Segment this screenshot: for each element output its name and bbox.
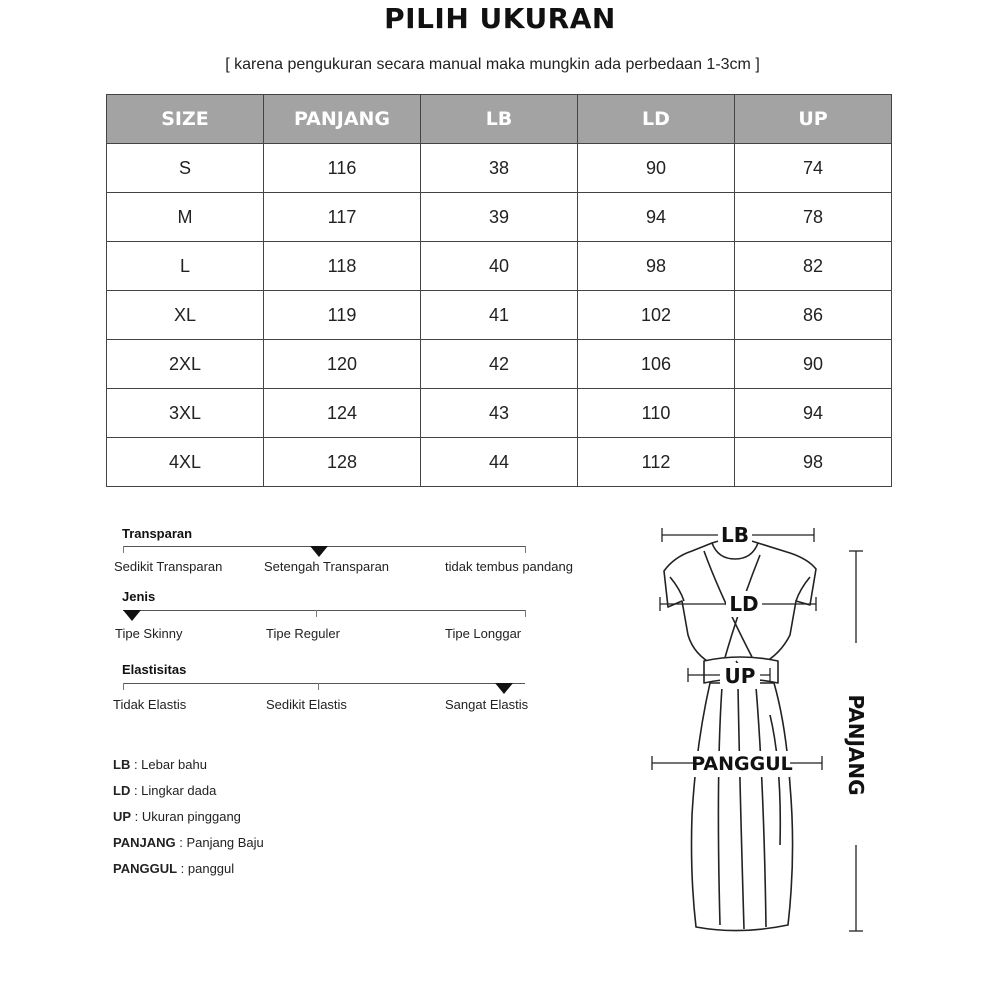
cell-panjang: 124 xyxy=(264,389,421,438)
cell-ld: 112 xyxy=(578,438,735,487)
selected-marker-icon xyxy=(495,683,513,694)
cell-lb: 43 xyxy=(421,389,578,438)
header-ld: LD xyxy=(578,95,735,144)
scale-transparan xyxy=(112,522,592,582)
label-ld: LD xyxy=(729,592,759,616)
scale-name: Jenis xyxy=(122,589,156,604)
cell-up: 74 xyxy=(735,144,892,193)
table-row xyxy=(107,291,892,340)
scale-option: Setengah Transparan xyxy=(264,559,390,574)
cell-up: 94 xyxy=(735,389,892,438)
table-row xyxy=(107,389,892,438)
table-row xyxy=(107,144,892,193)
cell-size: M xyxy=(107,193,264,242)
cell-size: 4XL xyxy=(107,438,264,487)
table-row xyxy=(107,340,892,389)
table-header-row xyxy=(107,95,892,144)
scale-tick xyxy=(318,683,319,690)
cell-size: S xyxy=(107,144,264,193)
measurement-note: [ karena pengukuran secara manual maka mungkin ada perbedaan 1-3cm ] xyxy=(225,56,760,73)
table-row xyxy=(107,242,892,291)
cell-ld: 94 xyxy=(578,193,735,242)
scale-line xyxy=(123,683,525,684)
scale-option: Tipe Reguler xyxy=(266,626,340,641)
cell-size: 2XL xyxy=(107,340,264,389)
cell-panjang: 118 xyxy=(264,242,421,291)
size-table xyxy=(106,94,892,487)
scale-tick xyxy=(525,546,526,553)
scale-jenis xyxy=(112,586,592,646)
scale-tick xyxy=(316,610,317,617)
cell-lb: 42 xyxy=(421,340,578,389)
cell-lb: 39 xyxy=(421,193,578,242)
cell-panjang: 117 xyxy=(264,193,421,242)
abbreviation-legend xyxy=(113,756,264,886)
header-up: UP xyxy=(735,95,892,144)
cell-ld: 102 xyxy=(578,291,735,340)
cell-size: 3XL xyxy=(107,389,264,438)
cell-ld: 106 xyxy=(578,340,735,389)
scale-option: Tidak Elastis xyxy=(113,697,187,712)
scale-name: Elastisitas xyxy=(122,662,187,677)
scale-name: Transparan xyxy=(122,526,193,541)
scale-option: Tipe Skinny xyxy=(115,626,183,641)
cell-size: XL xyxy=(107,291,264,340)
legend-item: PANJANG : Panjang Baju xyxy=(113,835,264,850)
cell-up: 90 xyxy=(735,340,892,389)
cell-panjang: 128 xyxy=(264,438,421,487)
cell-lb: 44 xyxy=(421,438,578,487)
table-row xyxy=(107,193,892,242)
cell-up: 86 xyxy=(735,291,892,340)
selected-marker-icon xyxy=(310,546,328,557)
scale-option: tidak tembus pandang xyxy=(445,559,573,574)
legend-item: PANGGUL : panggul xyxy=(113,861,235,876)
scale-elastisitas xyxy=(112,659,592,719)
cell-ld: 98 xyxy=(578,242,735,291)
cell-up: 98 xyxy=(735,438,892,487)
cell-panjang: 116 xyxy=(264,144,421,193)
label-up: UP xyxy=(724,664,756,688)
legend-item: UP : Ukuran pinggang xyxy=(113,809,241,824)
cell-up: 82 xyxy=(735,242,892,291)
label-panjang: PANJANG xyxy=(844,694,868,796)
dress-measurement-diagram xyxy=(640,515,880,945)
scale-option: Sedikit Elastis xyxy=(266,697,347,712)
selected-marker-icon xyxy=(123,610,141,621)
cell-panjang: 119 xyxy=(264,291,421,340)
scale-tick xyxy=(123,683,124,690)
cell-ld: 110 xyxy=(578,389,735,438)
legend-item: LB : Lebar bahu xyxy=(113,757,207,772)
header-lb: LB xyxy=(421,95,578,144)
cell-ld: 90 xyxy=(578,144,735,193)
scale-tick xyxy=(525,610,526,617)
cell-lb: 40 xyxy=(421,242,578,291)
page-title: PILIH UKURAN xyxy=(384,2,616,35)
label-panggul: PANGGUL xyxy=(691,753,793,775)
cell-panjang: 120 xyxy=(264,340,421,389)
cell-up: 78 xyxy=(735,193,892,242)
scale-line xyxy=(123,610,525,611)
cell-size: L xyxy=(107,242,264,291)
scale-option: Sangat Elastis xyxy=(445,697,529,712)
cell-lb: 41 xyxy=(421,291,578,340)
scale-option: Tipe Longgar xyxy=(445,626,522,641)
header-panjang: PANJANG xyxy=(264,95,421,144)
legend-item: LD : Lingkar dada xyxy=(113,783,217,798)
label-lb: LB xyxy=(721,523,749,547)
table-row xyxy=(107,438,892,487)
header-size: SIZE xyxy=(107,95,264,144)
cell-lb: 38 xyxy=(421,144,578,193)
scale-option: Sedikit Transparan xyxy=(114,559,223,574)
scale-tick xyxy=(123,546,124,553)
